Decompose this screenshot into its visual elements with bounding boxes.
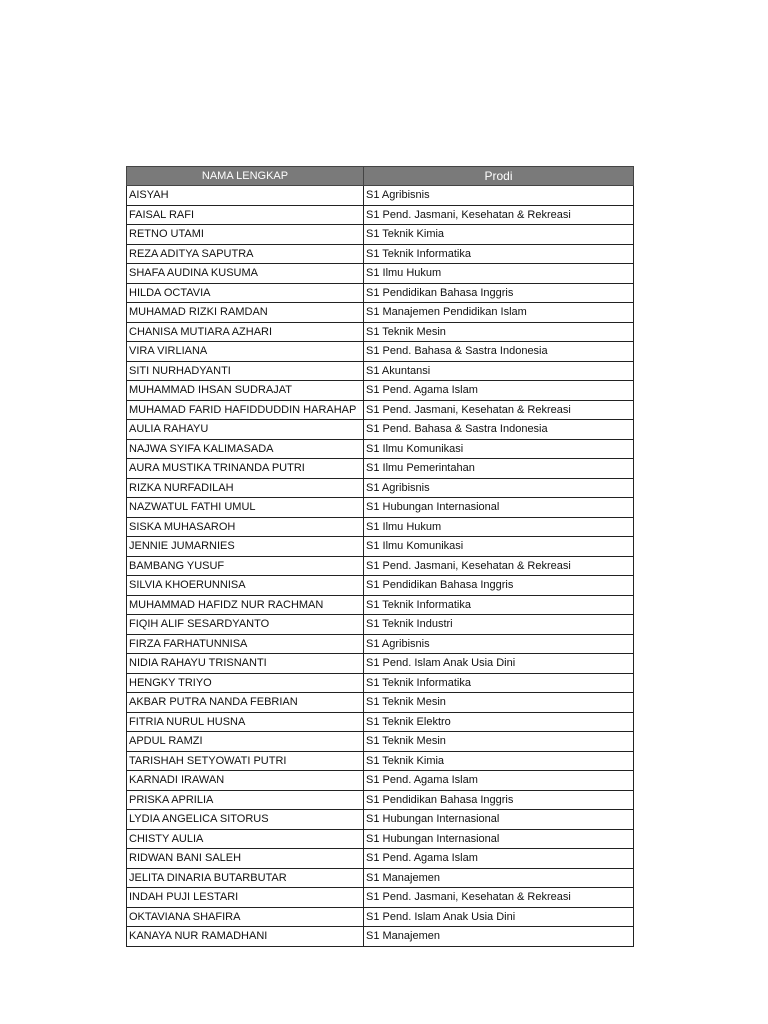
table-row bbox=[127, 595, 634, 615]
cell-prodi: S1 Teknik Elektro bbox=[364, 712, 634, 732]
table-header bbox=[127, 167, 634, 186]
cell-prodi: S1 Pend. Jasmani, Kesehatan & Rekreasi bbox=[364, 400, 634, 420]
table-row bbox=[127, 439, 634, 459]
cell-prodi: S1 Hubungan Internasional bbox=[364, 498, 634, 518]
table-row bbox=[127, 673, 634, 693]
cell-prodi: S1 Ilmu Pemerintahan bbox=[364, 459, 634, 479]
cell-prodi: S1 Teknik Mesin bbox=[364, 732, 634, 752]
table-row bbox=[127, 459, 634, 479]
cell-name: JELITA DINARIA BUTARBUTAR bbox=[127, 868, 364, 888]
cell-name: FIQIH ALIF SESARDYANTO bbox=[127, 615, 364, 635]
table-row bbox=[127, 712, 634, 732]
cell-name: LYDIA ANGELICA SITORUS bbox=[127, 810, 364, 830]
table-row bbox=[127, 225, 634, 245]
cell-prodi: S1 Agribisnis bbox=[364, 478, 634, 498]
cell-name: HENGKY TRIYO bbox=[127, 673, 364, 693]
column-header-name: NAMA LENGKAP bbox=[127, 167, 364, 186]
cell-prodi: S1 Ilmu Komunikasi bbox=[364, 537, 634, 557]
table-row bbox=[127, 849, 634, 869]
table-row bbox=[127, 244, 634, 264]
table-row bbox=[127, 888, 634, 908]
cell-prodi: S1 Ilmu Hukum bbox=[364, 517, 634, 537]
table-row bbox=[127, 829, 634, 849]
cell-prodi: S1 Akuntansi bbox=[364, 361, 634, 381]
table-row bbox=[127, 771, 634, 791]
cell-name: OKTAVIANA SHAFIRA bbox=[127, 907, 364, 927]
cell-name: MUHAMAD RIZKI RAMDAN bbox=[127, 303, 364, 323]
cell-name: SISKA MUHASAROH bbox=[127, 517, 364, 537]
table-row bbox=[127, 186, 634, 206]
cell-prodi: S1 Teknik Mesin bbox=[364, 322, 634, 342]
table-row bbox=[127, 517, 634, 537]
cell-prodi: S1 Teknik Mesin bbox=[364, 693, 634, 713]
table-row bbox=[127, 907, 634, 927]
cell-prodi: S1 Agribisnis bbox=[364, 186, 634, 206]
table-row bbox=[127, 342, 634, 362]
table-row bbox=[127, 264, 634, 284]
student-program-table bbox=[126, 166, 634, 947]
cell-name: CHISTY AULIA bbox=[127, 829, 364, 849]
cell-name: MUHAMMAD HAFIDZ NUR RACHMAN bbox=[127, 595, 364, 615]
cell-prodi: S1 Manajemen Pendidikan Islam bbox=[364, 303, 634, 323]
table-row bbox=[127, 751, 634, 771]
cell-name: PRISKA APRILIA bbox=[127, 790, 364, 810]
table-row bbox=[127, 303, 634, 323]
cell-name: HILDA OCTAVIA bbox=[127, 283, 364, 303]
table-row bbox=[127, 790, 634, 810]
cell-prodi: S1 Teknik Kimia bbox=[364, 751, 634, 771]
table-row bbox=[127, 654, 634, 674]
table-row bbox=[127, 693, 634, 713]
cell-prodi: S1 Teknik Kimia bbox=[364, 225, 634, 245]
cell-prodi: S1 Pend. Agama Islam bbox=[364, 771, 634, 791]
table-row bbox=[127, 556, 634, 576]
cell-prodi: S1 Agribisnis bbox=[364, 634, 634, 654]
cell-prodi: S1 Hubungan Internasional bbox=[364, 829, 634, 849]
table-row bbox=[127, 927, 634, 947]
cell-prodi: S1 Pendidikan Bahasa Inggris bbox=[364, 283, 634, 303]
table-row bbox=[127, 537, 634, 557]
cell-prodi: S1 Pend. Jasmani, Kesehatan & Rekreasi bbox=[364, 205, 634, 225]
cell-prodi: S1 Pend. Agama Islam bbox=[364, 849, 634, 869]
cell-name: NIDIA RAHAYU TRISNANTI bbox=[127, 654, 364, 674]
cell-name: AURA MUSTIKA TRINANDA PUTRI bbox=[127, 459, 364, 479]
cell-prodi: S1 Pend. Islam Anak Usia Dini bbox=[364, 654, 634, 674]
cell-prodi: S1 Pend. Jasmani, Kesehatan & Rekreasi bbox=[364, 888, 634, 908]
table-row bbox=[127, 361, 634, 381]
cell-name: VIRA VIRLIANA bbox=[127, 342, 364, 362]
header-row bbox=[127, 167, 634, 186]
cell-name: SHAFA AUDINA KUSUMA bbox=[127, 264, 364, 284]
cell-name: RETNO UTAMI bbox=[127, 225, 364, 245]
column-header-prodi: Prodi bbox=[364, 167, 634, 186]
cell-prodi: S1 Pendidikan Bahasa Inggris bbox=[364, 576, 634, 596]
cell-name: JENNIE JUMARNIES bbox=[127, 537, 364, 557]
cell-name: CHANISA MUTIARA AZHARI bbox=[127, 322, 364, 342]
cell-prodi: S1 Pend. Agama Islam bbox=[364, 381, 634, 401]
table-row bbox=[127, 732, 634, 752]
cell-name: NAJWA SYIFA KALIMASADA bbox=[127, 439, 364, 459]
cell-prodi: S1 Pend. Bahasa & Sastra Indonesia bbox=[364, 342, 634, 362]
cell-prodi: S1 Pend. Jasmani, Kesehatan & Rekreasi bbox=[364, 556, 634, 576]
cell-prodi: S1 Manajemen bbox=[364, 868, 634, 888]
table-body bbox=[127, 186, 634, 947]
cell-name: TARISHAH SETYOWATI PUTRI bbox=[127, 751, 364, 771]
cell-name: AKBAR PUTRA NANDA FEBRIAN bbox=[127, 693, 364, 713]
cell-name: RIDWAN BANI SALEH bbox=[127, 849, 364, 869]
table-row bbox=[127, 420, 634, 440]
cell-prodi: S1 Hubungan Internasional bbox=[364, 810, 634, 830]
table-row bbox=[127, 868, 634, 888]
cell-prodi: S1 Ilmu Hukum bbox=[364, 264, 634, 284]
cell-prodi: S1 Teknik Informatika bbox=[364, 595, 634, 615]
table-row bbox=[127, 498, 634, 518]
cell-name: AISYAH bbox=[127, 186, 364, 206]
cell-name: KANAYA NUR RAMADHANI bbox=[127, 927, 364, 947]
cell-name: INDAH PUJI LESTARI bbox=[127, 888, 364, 908]
cell-name: MUHAMMAD IHSAN SUDRAJAT bbox=[127, 381, 364, 401]
table-row bbox=[127, 205, 634, 225]
cell-prodi: S1 Pend. Islam Anak Usia Dini bbox=[364, 907, 634, 927]
cell-name: SILVIA KHOERUNNISA bbox=[127, 576, 364, 596]
cell-name: SITI NURHADYANTI bbox=[127, 361, 364, 381]
cell-prodi: S1 Teknik Industri bbox=[364, 615, 634, 635]
cell-name: AULIA RAHAYU bbox=[127, 420, 364, 440]
table-row bbox=[127, 400, 634, 420]
cell-prodi: S1 Manajemen bbox=[364, 927, 634, 947]
cell-name: FITRIA NURUL HUSNA bbox=[127, 712, 364, 732]
cell-prodi: S1 Teknik Informatika bbox=[364, 244, 634, 264]
cell-name: NAZWATUL FATHI UMUL bbox=[127, 498, 364, 518]
table-row bbox=[127, 381, 634, 401]
table-row bbox=[127, 283, 634, 303]
student-table-container bbox=[126, 166, 633, 947]
cell-name: REZA ADITYA SAPUTRA bbox=[127, 244, 364, 264]
table-row bbox=[127, 615, 634, 635]
cell-name: KARNADI IRAWAN bbox=[127, 771, 364, 791]
table-row bbox=[127, 576, 634, 596]
cell-prodi: S1 Ilmu Komunikasi bbox=[364, 439, 634, 459]
table-row bbox=[127, 810, 634, 830]
cell-name: FAISAL RAFI bbox=[127, 205, 364, 225]
cell-prodi: S1 Pendidikan Bahasa Inggris bbox=[364, 790, 634, 810]
cell-name: MUHAMAD FARID HAFIDDUDDIN HARAHAP bbox=[127, 400, 364, 420]
cell-prodi: S1 Teknik Informatika bbox=[364, 673, 634, 693]
cell-prodi: S1 Pend. Bahasa & Sastra Indonesia bbox=[364, 420, 634, 440]
cell-name: BAMBANG YUSUF bbox=[127, 556, 364, 576]
table-row bbox=[127, 634, 634, 654]
cell-name: APDUL RAMZI bbox=[127, 732, 364, 752]
table-row bbox=[127, 478, 634, 498]
cell-name: FIRZA FARHATUNNISA bbox=[127, 634, 364, 654]
table-row bbox=[127, 322, 634, 342]
cell-name: RIZKA NURFADILAH bbox=[127, 478, 364, 498]
